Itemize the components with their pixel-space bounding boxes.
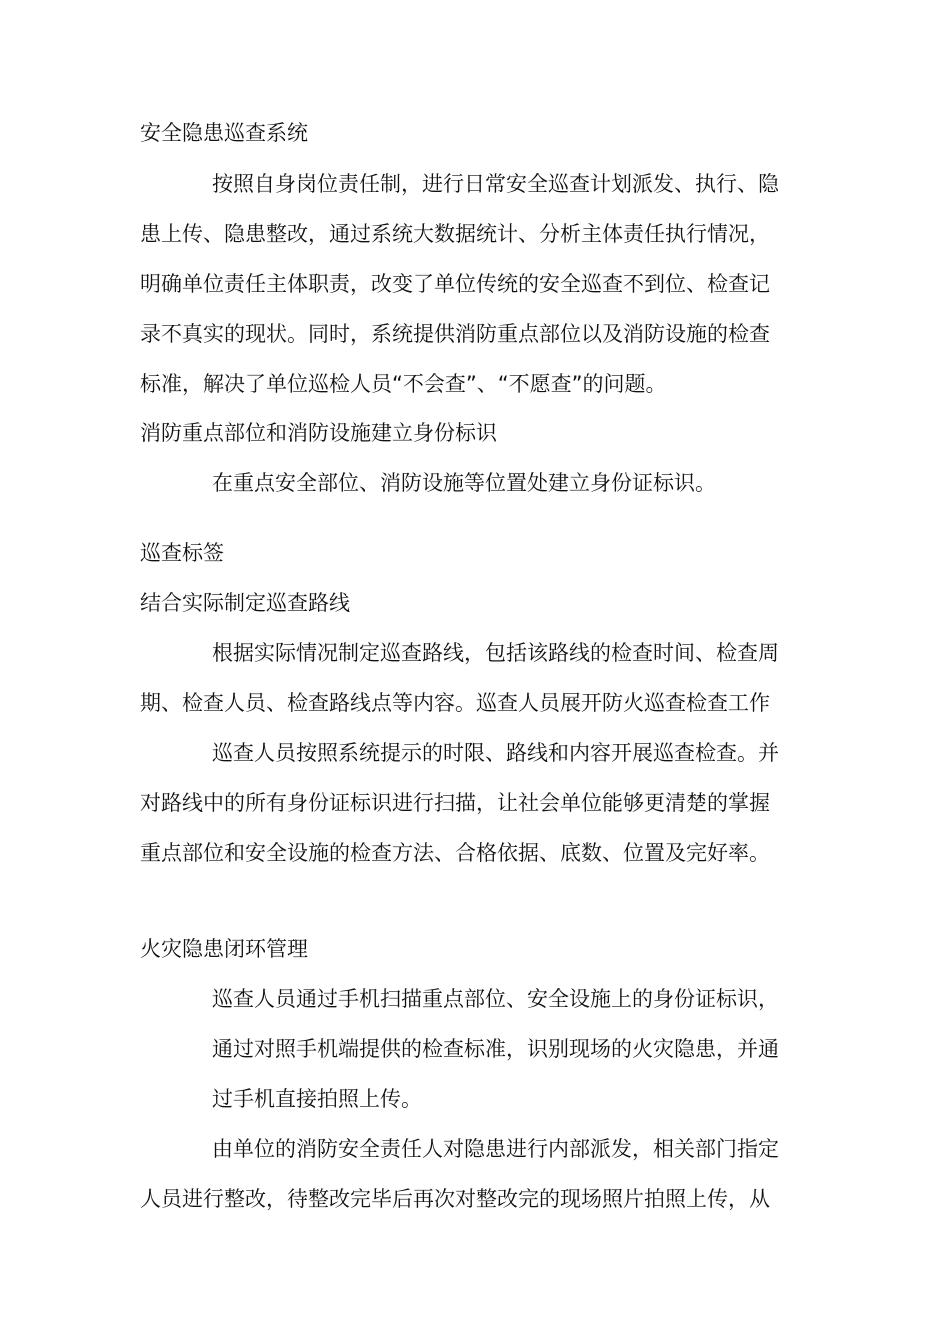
paragraph-line: 明确单位责任主体职责，改变了单位传统的安全巡查不到位、检查记: [140, 272, 770, 296]
section-heading-inspection-tags: 巡查标签: [140, 541, 224, 565]
section-heading-safety-inspection-system: 安全隐患巡查系统: [140, 121, 308, 145]
paragraph-fire-hazard-loop-1: [140, 974, 820, 1124]
paragraph-line: 期、检查人员、检查路线点等内容。巡查人员展开防火巡查检查工作: [140, 691, 770, 715]
section-heading-identity-marking: 消防重点部位和消防设施建立身份标识: [140, 421, 497, 445]
paragraph-line: 由单位的消防安全责任人对隐患进行内部派发，相关部门指定: [212, 1137, 779, 1161]
paragraph-line: 根据实际情况制定巡查路线，包括该路线的检查时间、检查周: [212, 641, 779, 665]
paragraph-line: 标准，解决了单位巡检人员“不会查”、“不愿查”的问题。: [140, 372, 667, 396]
paragraph-fire-hazard-loop-2: [140, 1124, 820, 1224]
paragraph-line: 巡查人员按照系统提示的时限、路线和内容开展巡查检查。并: [212, 741, 779, 765]
paragraph-line: 过手机直接拍照上传。: [212, 1087, 422, 1111]
paragraph-line: 患上传、隐患整改，通过系统大数据统计、分析主体责任执行情况，: [140, 222, 770, 246]
paragraph-line: 通过对照手机端提供的检查标准，识别现场的火灾隐患，并通: [212, 1037, 779, 1061]
paragraph-inspection-route-2: [140, 728, 820, 878]
paragraph-line: 人员进行整改，待整改完毕后再次对整改完的现场照片拍照上传，从: [140, 1187, 770, 1211]
paragraph-identity-marking: [140, 458, 820, 508]
paragraph-inspection-route-1: [140, 628, 820, 728]
paragraph-line: 重点部位和安全设施的检查方法、合格依据、底数、位置及完好率。: [140, 841, 770, 865]
section-heading-inspection-route: 结合实际制定巡查路线: [140, 591, 350, 615]
paragraph-line: 巡查人员通过手机扫描重点部位、安全设施上的身份证标识，: [212, 987, 779, 1011]
paragraph-line: 按照自身岗位责任制，进行日常安全巡查计划派发、执行、隐: [212, 172, 779, 196]
paragraph-line: 对路线中的所有身份证标识进行扫描，让社会单位能够更清楚的掌握: [140, 791, 770, 815]
paragraph-line: 在重点安全部位、消防设施等位置处建立身份证标识。: [212, 471, 716, 495]
section-heading-fire-hazard-loop: 火灾隐患闭环管理: [140, 937, 308, 961]
paragraph-line: 录不真实的现状。同时，系统提供消防重点部位以及消防设施的检查: [140, 322, 770, 346]
paragraph-safety-inspection-system: [140, 159, 820, 409]
